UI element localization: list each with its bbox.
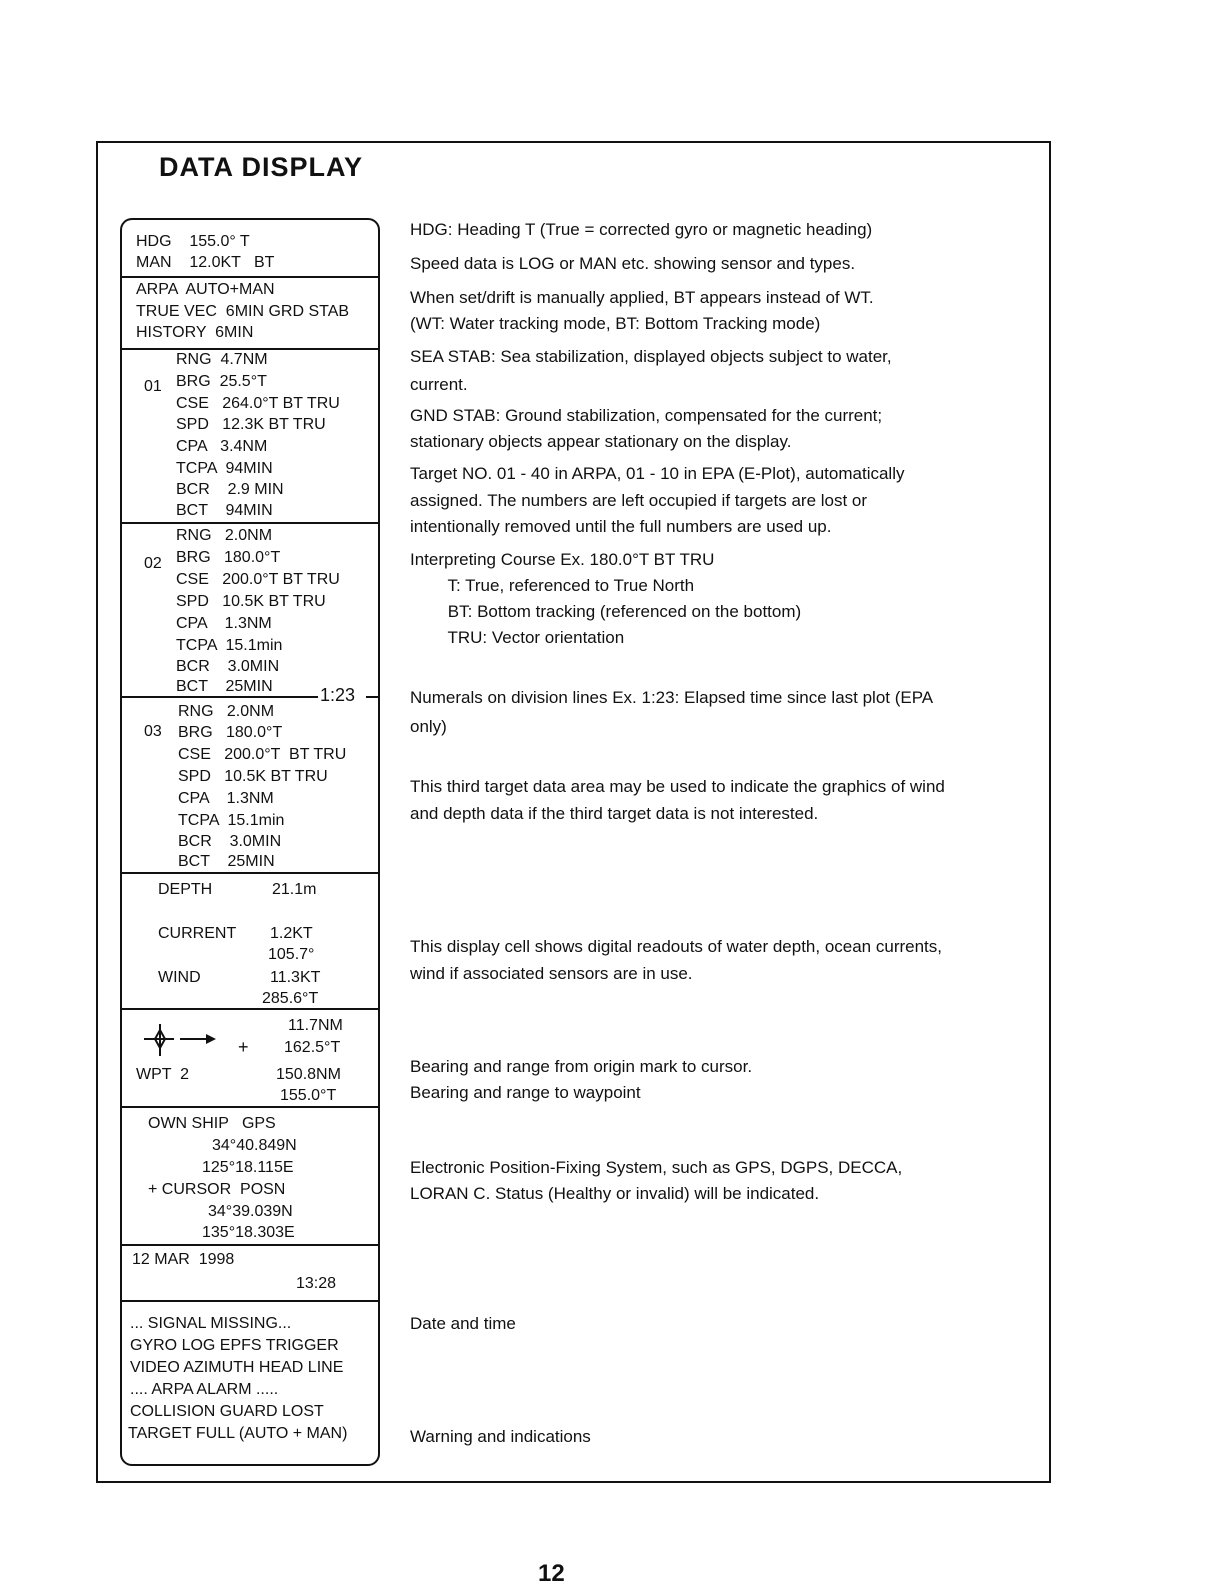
waypoint-range: 150.8NM — [276, 1066, 341, 1083]
warning-line: VIDEO AZIMUTH HEAD LINE — [130, 1359, 344, 1376]
current-direction: 105.7° — [268, 946, 315, 963]
target-spd: SPD 12.3K BT TRU — [176, 416, 326, 433]
data-display-panel — [120, 218, 380, 1466]
own-ship-latitude: 34°40.849N — [212, 1137, 297, 1154]
depth-value: 21.1m — [272, 881, 317, 898]
warning-line: GYRO LOG EPFS TRIGGER — [130, 1337, 339, 1354]
speed-line: MAN 12.0KT BT — [136, 254, 275, 271]
cursor-bearing: 162.5°T — [284, 1039, 341, 1056]
explanation-third-target: and depth data if the third target data is not interested. — [410, 804, 819, 823]
cursor-position-label: + CURSOR POSN — [148, 1181, 286, 1198]
target-tcpa: TCPA 94MIN — [176, 460, 273, 477]
explanation-setdrift: (WT: Water tracking mode, BT: Bottom Tracking mode) — [410, 314, 821, 333]
time-value: 13:28 — [296, 1275, 337, 1292]
datetime-section — [122, 1244, 378, 1302]
cursor-section — [122, 1008, 378, 1108]
target-bcr: BCR 2.9 MIN — [176, 481, 284, 498]
warning-line: TARGET FULL (AUTO + MAN) — [128, 1425, 348, 1442]
explanation-target-number: intentionally removed until the full numbers are used up. — [410, 517, 832, 536]
heading-line: HDG 155.0° T — [136, 233, 250, 250]
current-speed: 1.2KT — [270, 925, 313, 942]
heading-section — [122, 220, 378, 278]
target-cse: CSE 200.0°T BT TRU — [176, 571, 340, 588]
explanation-course: BT: Bottom tracking (referenced on the bottom) — [410, 602, 802, 621]
current-label: CURRENT — [158, 925, 237, 942]
explanation-seastab: current. — [410, 375, 468, 394]
target-brg: BRG 180.0°T — [178, 724, 283, 741]
target-bct: BCT 25MIN — [178, 853, 275, 870]
explanation-third-target: This third target data area may be used to indicate the graphics of wind — [410, 777, 945, 796]
explanation-numerals: only) — [410, 717, 447, 736]
explanation-seastab: SEA STAB: Sea stabilization, displayed objects subject to water, — [410, 347, 892, 366]
target-cse: CSE 200.0°T BT TRU — [178, 746, 347, 763]
cursor-range: 11.7NM — [288, 1017, 343, 1034]
target-02-section — [122, 522, 378, 696]
explanation-setdrift: When set/drift is manually applied, BT appears instead of WT. — [410, 288, 874, 307]
explanation-course: TRU: Vector orientation — [410, 628, 625, 647]
explanation-course: Interpreting Course Ex. 180.0°T BT TRU — [410, 550, 715, 569]
target-bct: BCT 94MIN — [176, 502, 273, 519]
waypoint-label: WPT 2 — [136, 1066, 190, 1083]
explanation-gndstab: stationary objects appear stationary on the display. — [410, 432, 792, 451]
target-cpa: CPA 1.3NM — [178, 790, 274, 807]
explanation-display-cell: wind if associated sensors are in use. — [410, 964, 693, 983]
explanation-display-cell: This display cell shows digital readouts of water depth, ocean currents, — [410, 937, 942, 956]
target-bcr: BCR 3.0MIN — [178, 833, 282, 850]
target-03-section — [122, 698, 378, 874]
position-section — [122, 1106, 378, 1246]
target-rng: RNG 4.7NM — [176, 351, 268, 368]
explanation-numerals: Numerals on division lines Ex. 1:23: Elapsed time since last plot (EPA — [410, 688, 934, 707]
target-spd: SPD 10.5K BT TRU — [178, 768, 328, 785]
date-value: 12 MAR 1998 — [132, 1251, 235, 1268]
cursor-mark: + — [238, 1037, 249, 1057]
explanation-epfs: Electronic Position-Fixing System, such as GPS, DGPS, DECCA, — [410, 1158, 903, 1177]
target-tcpa: TCPA 15.1min — [176, 637, 283, 654]
target-number: 02 — [144, 555, 162, 572]
target-cpa: CPA 3.4NM — [176, 438, 268, 455]
target-brg: BRG 25.5°T — [176, 373, 267, 390]
page-number: 12 — [538, 1560, 565, 1587]
explanation-speed: Speed data is LOG or MAN etc. showing sensor and types. — [410, 254, 856, 273]
own-ship-sensor: OWN SHIP GPS — [148, 1115, 276, 1132]
cursor-longitude: 135°18.303E — [202, 1224, 295, 1241]
vector-mode: TRUE VEC 6MIN GRD STAB — [136, 303, 350, 320]
target-rng: RNG 2.0NM — [176, 527, 273, 544]
explanation-course: T: True, referenced to True North — [410, 576, 695, 595]
explanation-target-number: assigned. The numbers are left occupied if targets are lost or — [410, 491, 868, 510]
target-number: 03 — [144, 723, 162, 740]
target-rng: RNG 2.0NM — [178, 703, 275, 720]
target-number: 01 — [144, 378, 162, 395]
wind-speed: 11.3KT — [270, 969, 321, 986]
explanation-warning: Warning and indications — [410, 1427, 591, 1446]
explanation-hdg: HDG: Heading T (True = corrected gyro or magnetic heading) — [410, 220, 873, 239]
warnings-section — [122, 1300, 378, 1466]
target-tcpa: TCPA 15.1min — [178, 812, 285, 829]
cursor-latitude: 34°39.039N — [208, 1203, 293, 1220]
wind-label: WIND — [158, 969, 201, 986]
target-cpa: CPA 1.3NM — [176, 615, 272, 632]
page-title: DATA DISPLAY — [159, 152, 364, 182]
explanation-bearing-range: Bearing and range to waypoint — [410, 1083, 641, 1102]
explanation-datetime: Date and time — [410, 1314, 516, 1333]
wind-direction: 285.6°T — [262, 990, 319, 1007]
origin-mark-icon — [144, 1022, 218, 1056]
warning-line: ... SIGNAL MISSING... — [130, 1315, 292, 1332]
explanation-gndstab: GND STAB: Ground stabilization, compensated for the current; — [410, 406, 883, 425]
explanation-bearing-range: Bearing and range from origin mark to cursor. — [410, 1057, 753, 1076]
environment-section — [122, 872, 378, 1010]
own-ship-longitude: 125°18.115E — [202, 1159, 294, 1176]
arpa-section — [122, 276, 378, 350]
explanation-epfs: LORAN C. Status (Healthy or invalid) will be indicated. — [410, 1184, 820, 1203]
target-spd: SPD 10.5K BT TRU — [176, 593, 326, 610]
target-cse: CSE 264.0°T BT TRU — [176, 395, 340, 412]
target-brg: BRG 180.0°T — [176, 549, 281, 566]
warning-line: .... ARPA ALARM ..... — [130, 1381, 279, 1398]
depth-label: DEPTH — [158, 881, 213, 898]
division-elapsed-time: 1:23 — [320, 685, 356, 705]
warning-line: COLLISION GUARD LOST — [130, 1403, 324, 1420]
target-01-section — [122, 348, 378, 524]
arpa-mode: ARPA AUTO+MAN — [136, 281, 275, 298]
target-bct: BCT 25MIN — [176, 678, 273, 695]
target-bcr: BCR 3.0MIN — [176, 658, 280, 675]
history-mode: HISTORY 6MIN — [136, 324, 254, 341]
waypoint-bearing: 155.0°T — [280, 1087, 337, 1104]
explanation-target-number: Target NO. 01 - 40 in ARPA, 01 - 10 in EPA (E-Plot), automatically — [410, 464, 905, 483]
